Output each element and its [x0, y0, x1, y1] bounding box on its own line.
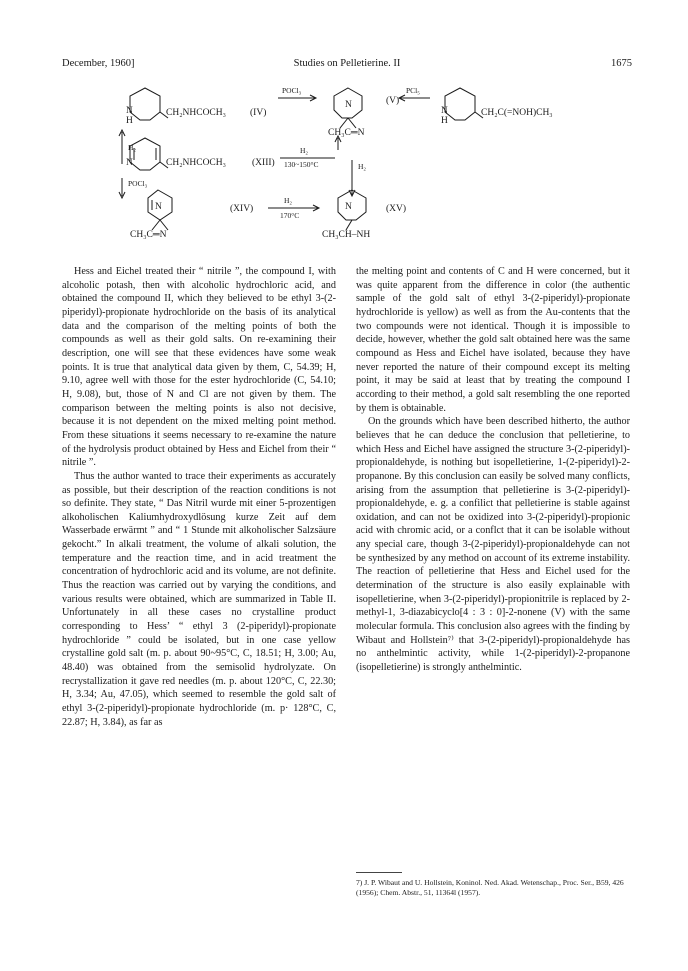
condition-170: 170°C: [280, 211, 300, 220]
ring-n-xv: N: [345, 202, 352, 212]
header-title: Studies on Pelletierine. II: [293, 58, 401, 69]
reagent-pocl3-a: POCl₃: [128, 179, 148, 188]
compound-xiii-label: (XIII): [252, 158, 275, 168]
header-date: December, 1960]: [62, 58, 135, 69]
ring-iv: [130, 88, 160, 120]
condition-130-150: 130~150°C: [284, 160, 319, 169]
page-number: 1675: [611, 58, 632, 69]
reaction-scheme: [100, 80, 590, 250]
left-paragraph-2: Thus the author wanted to trace their experiments as accurately as possible, but their description of the reaction conditions is not so definite. They state, “ Das Nitril wurde mit einer 5-prozentigen alkoholischen Kaliumhydroxydlösung kurze Zeit auf dem Wasserbade erwärmt ” and “ 1 Stunde mit alkoholischer Salzsäure gekocht.” In alkali treatment, the volume of alkali solution, the temperature and the reaction time, and in acid treatment the concentration of hydrochloric acid and its volume, are not definite. Thus the reaction was carried out by varying the conditions, and various results were obtained, which are summarized in Table II. Unfortunately in all these cases no crystalline product corresponding to Hess’ “ ethyl 3 (2-piperidyl)-propionate hydrochloride ” could be isolated, but in one case yellow crystalline gold salt (m. p. about 90~95°C, C, 18.51; H, 3.00; Au, 48.40) was obtained from the semisolid hydrolyzate. On recrystallization it gave red needles (m. p. about 120°C, C, 22.30; H, 3.34; Au, 47.05), which seemed to resemble the gold salt of ethyl 3-(2-piperidyl)-propionate hydrochloride (m. p· 128°C, C, 22.87; H, 3.84), as far as: [62, 470, 336, 728]
right-paragraph-1: the melting point and contents of C and H were concerned, but it was quite apparent from the difference in color (the authentic sample of the gold salt of ethyl 3-(2-piperidyl)-propionate hydrochloride is yellow) as well as from the Au-contents that the two compounds were not identical. Though it is impossible to decide, however, whether the gold salt obtained here was the same compound as Hess and Eichel have isolated, because they have never reported the nature of their compound except its melting point, it may be said at least that by treating the compound I according to their method, a gold salt resembling the one reported by them is obtainable.: [356, 266, 630, 414]
reagent-h2-d: H₂: [284, 196, 293, 205]
right-paragraph-2: On the grounds which have been described hitherto, the author believes that he can deduce the conclusion that pelletierine, to which Hess and Eichel have assigned the structure 3-(2-piperidyl)-propionaldehyde, is nothing but isopelletierine, 1-(2-piperidyl)-2-propanone. By this conclusion can easily be solved many conflicts, arising from the assumption that pelletierine is 3-(2-piperidyl)-propionaldehyde, e. g. a confilict that pelletierine is stable against oxidation, and can not be oxidized into 3-(2-piperidyl)-propionic acid with chromic acid, or a conflct that it can be isolable without any special care, though 3-(2-piperidyl)-propionaldehyde can not be synthesized by any method on account of its extreme instability. The reaction of pelletierine that Hess and Eichel used for the determination of the structure is also easily explainable with isopelletierine, when 3-(2-piperidyl)-propionitrile is replaced by 2-methyl-1, 3-diazabicyclo[4 : 3 : 0]-2-nonene (V) with the same molecular formula. This conclusion also agrees with the finding by Wibaut and Hollstein⁷⁾ that 3-(2-piperidyl)-propionaldehyde has no anthelmintic activity, while 1-(2-piperidyl)-2-propanone (isopelletierine) is strongly anthelmintic.: [356, 416, 630, 674]
ring-n-oxime: N: [441, 106, 448, 116]
ring-h-iv: H: [126, 116, 133, 126]
substituent-xv: CH₃CH–NH: [322, 230, 371, 240]
running-header: [62, 58, 632, 72]
compound-xv-label: (XV): [386, 204, 407, 214]
footnote-rule: [356, 872, 402, 873]
reagent-h2-a: H₂: [128, 143, 137, 152]
compound-xiv-label: (XIV): [230, 204, 254, 214]
ring-n-xiii: N: [126, 158, 133, 168]
right-column: [356, 265, 630, 675]
substituent-xiv: CH₃C═N: [130, 230, 167, 240]
footnote: 7) J. P. Wibaut and U. Hollstein, Koninol. Ned. Akad. Wetenschap., Proc. Ser., B59, 426 (1956); Chem. Abstr., 51, 11364l (1957).: [356, 878, 624, 897]
ring-oxime: [445, 88, 475, 120]
compound-v-label: (V): [386, 96, 400, 106]
compound-iv-label: (IV): [250, 108, 267, 118]
ring-n-xiv: N: [155, 202, 162, 212]
substituent-v: CH₃C═N: [328, 128, 365, 138]
left-column: [62, 265, 336, 729]
ring-n-v: N: [345, 100, 352, 110]
reagent-h2-b: H₂: [300, 146, 309, 155]
substituent-iv: CH₂NHCOCH₃: [166, 108, 226, 118]
substituent-xiii: CH₂NHCOCH₃: [166, 158, 226, 168]
substituent-oxime: CH₂C(=NOH)CH₃: [481, 108, 553, 118]
ring-n-iv: N: [126, 106, 133, 116]
ring-h-oxime: H: [441, 116, 448, 126]
reagent-h2-c: H₂: [358, 162, 367, 171]
reagent-pcl5: PCl₅: [406, 86, 420, 95]
left-paragraph-1: Hess and Eichel treated their “ nitrile ”, the compound I, with alcoholic potash, then with alcoholic hydrochloric acid, and obtained the compound II, which they believed to be ethyl 3-(2-piperidyl)-propionate hydrochloride on the basis of its analytical data and the comparison of the melting points of both the compounds as well as their gold salts. On re-examining their description, one will see that these evidences have some weak points. It is true that analytical data given by them, C, 54.39; H, 9.10, agree well with those for the ester hydrochloride (C, 54.10; H, 9.08), but, those of N and Cl are not given by them. The comparison between the melting points is also not decisive, because it is not dependent on the mixed melting point method. From these situations it seems necessary to re-examine the nature of the hydrolysis product obtained by Hess and Eichel from their “ nitrile ”.: [62, 266, 336, 469]
reagent-pocl3-b: POCl₃: [282, 86, 302, 95]
